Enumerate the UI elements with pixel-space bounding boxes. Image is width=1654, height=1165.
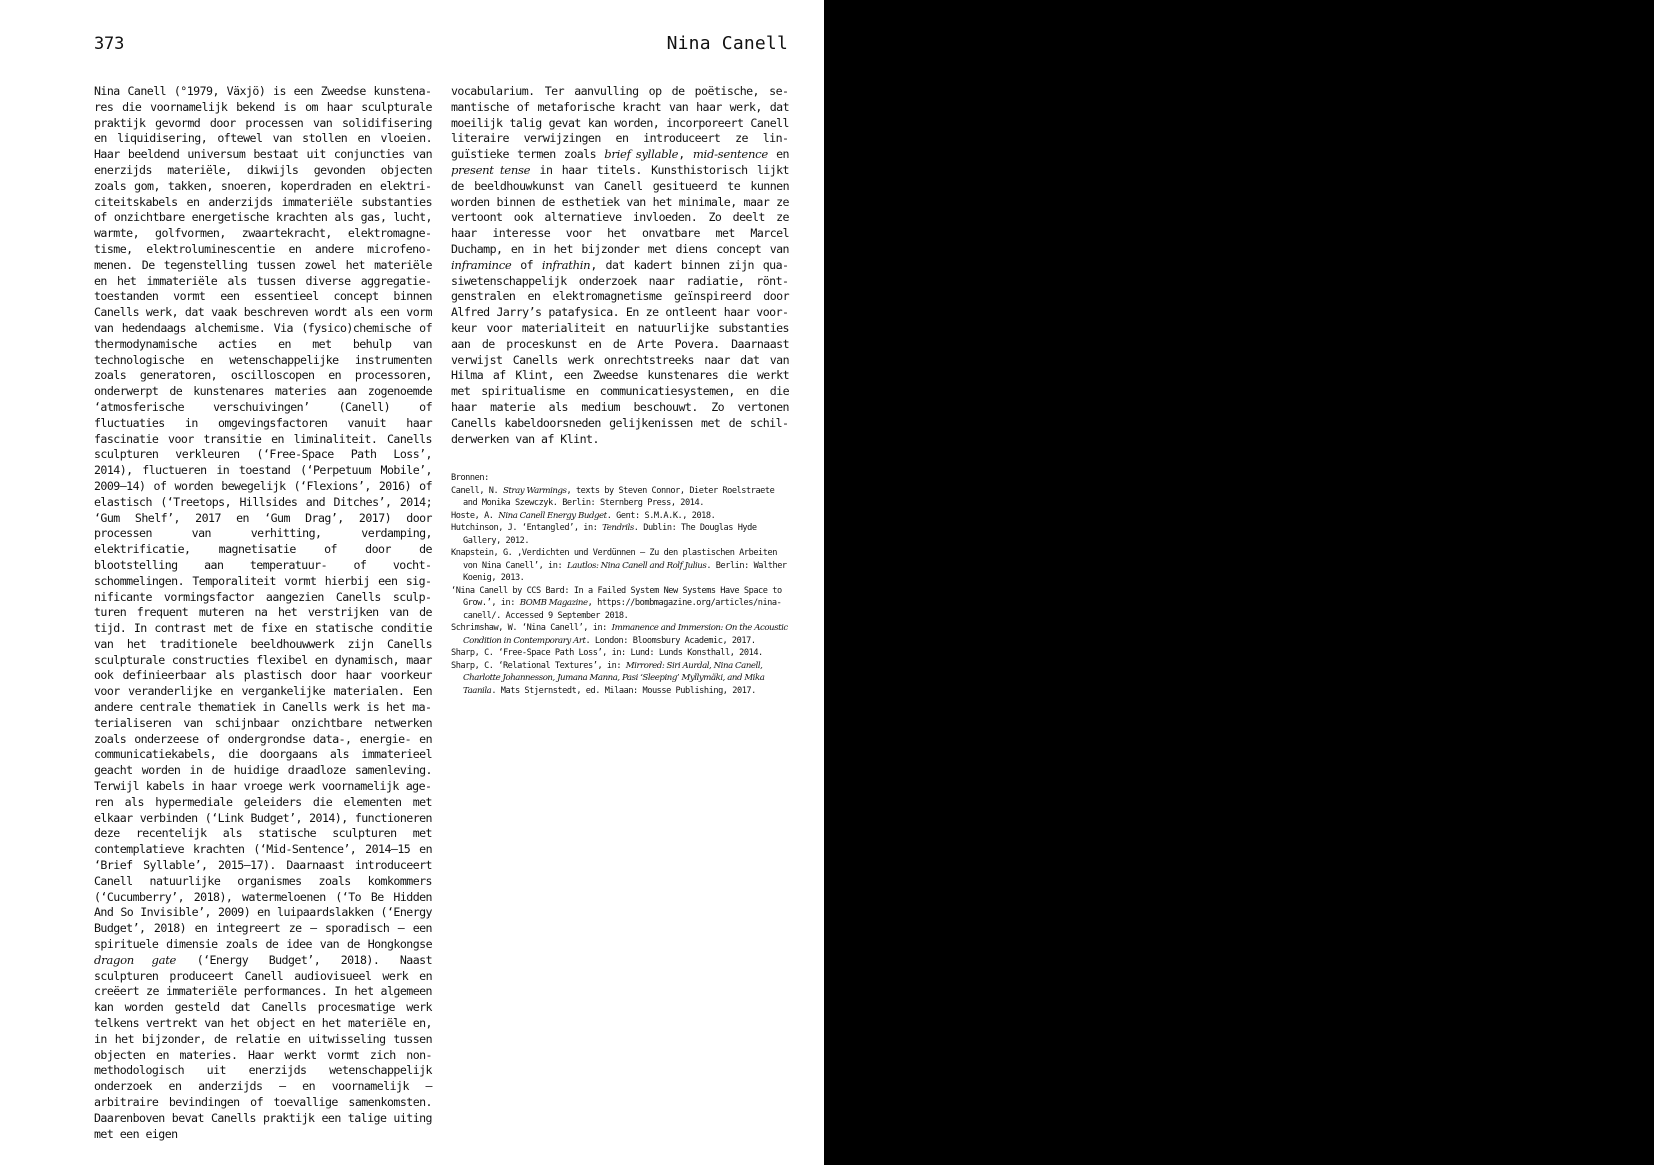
reference bbox=[451, 547, 789, 585]
right-paragraph bbox=[451, 84, 789, 447]
reference bbox=[451, 647, 789, 660]
running-title: Nina Canell bbox=[666, 33, 788, 54]
reference-text: Sharp, C. ‘Free-Space Path Loss’, in: Lund: Lunds Konsthall, 2014. bbox=[451, 648, 763, 658]
reference-title: Tendrils bbox=[602, 523, 634, 533]
reference bbox=[451, 585, 789, 623]
page-number: 373 bbox=[94, 34, 125, 54]
reference-text: Knapstein, G. ‚Verdichten und Verdünnen – Zu den plastischen Arbeiten von Nina Canell’, in: bbox=[451, 548, 777, 571]
reference-text: . Dublin: The Douglas Hyde Gallery, 2012. bbox=[463, 523, 757, 546]
reference bbox=[451, 660, 789, 698]
reference-text: Schrimshaw, W. ‘Nina Canell’, in: bbox=[451, 623, 612, 633]
reference-title: Stray Warmings bbox=[502, 485, 567, 496]
reference-text: ‘Nina Canell by CCS Bard: In a Failed System New Systems Have Space to Grow.’, in: bbox=[451, 585, 782, 608]
left-text-end: (‘Energy Budget’, 2018). Naast sculpturen produceert Canell audiovisueel werk en creëert ze immateriële performances. In het algemeen kan worden gesteld dat Canells procesmatige werk telkens vertrekt van het object en het materiële en, in het bijzonder, de relatie en uitwisseling tussen objecten en materies. Haar werkt vormt zich non-methodologisch uit enerzijds wetenschappelijk onderzoek en anderzijds – en voornamelijk – arbitraire bevindingen of toevallige samenkomsten. Daarenboven bevat Canells praktijk een talige uiting met een eigen bbox=[94, 952, 432, 1141]
right-text-1: vocabularium. Ter aanvulling op de poëtische, semantische of metaforische kracht van haar werk, dat moeilijk talig gevat kan worden, incorporeert Canell literaire verwijzingen en introduceert ze linguïstieke termen zoals bbox=[451, 84, 789, 162]
reference bbox=[451, 485, 789, 510]
left-paragraph bbox=[94, 84, 432, 1142]
dark-background-area bbox=[824, 0, 1654, 1165]
reference-title: Mirrored: Siri Aurdal, Nina Canell, Charlotte Johannesson, Jumana Manna, Pasi ‘Sleeping’ Myllymäki, and Mika Taanila bbox=[463, 660, 765, 696]
left-text-column bbox=[94, 84, 432, 1142]
right-text-2: , bbox=[678, 147, 693, 162]
right-text-column bbox=[451, 84, 789, 447]
reference-text: , texts by Steven Connor, Dieter Roelstraete and Monika Szewczyk. Berlin: Sternberg Press, 2014. bbox=[463, 485, 775, 508]
reference bbox=[451, 522, 789, 547]
right-text-5: of bbox=[511, 257, 542, 272]
right-italic-2: mid-sentence bbox=[692, 147, 768, 162]
reference-text: Canell, N. bbox=[451, 485, 503, 496]
left-italic-term: dragon gate bbox=[94, 952, 177, 967]
reference-text: Hutchinson, J. ‘Entangled’, in: bbox=[451, 523, 603, 533]
reference-text: . Mats Stjernstedt, ed. Milaan: Mousse Publishing, 2017. bbox=[491, 685, 756, 696]
reference-text: Sharp, C. ‘Relational Textures’, in: bbox=[451, 660, 626, 671]
reference-text: . Berlin: Walther Koenig, 2013. bbox=[463, 560, 787, 583]
right-text-3: en bbox=[767, 147, 789, 162]
reference-title: BOMB Magazine bbox=[519, 598, 588, 608]
reference-text: Hoste, A. bbox=[451, 510, 499, 521]
sources-list bbox=[451, 472, 789, 697]
right-italic-4: inframince bbox=[451, 257, 512, 272]
right-italic-1: brief syllable bbox=[604, 147, 679, 162]
reference-text: , https://bombmagazine.org/articles/nina-canell/. Accessed 9 September 2018. bbox=[463, 598, 782, 621]
left-text: Nina Canell (°1979, Växjö) is een Zweedse kunstenares die voornamelijk bekend is om haar sculpturale praktijk gevormd door processen van solidifisering en liquidisering, oftewel van stollen en vloeien. Haar beeldend universum bestaat uit conjuncties van enerzijds materiële, dikwijls gevonden objecten zoals gom, takken, snoeren, koperdraden en elektriciteitskabels en anderzijds immateriële substanties of onzichtbare energetische krachten als gas, lucht, warmte, golfvormen, zwaartekracht, elektromagnetisme, elektroluminescentie en andere microfenomenen. De tegenstelling tussen zowel het materiële en het immateriële als tussen diverse aggregatietoestanden vormt een essentieel concept binnen Canells werk, dat vaak beschreven wordt als een vorm van hedendaags alchemisme. Via (fysico)chemische of thermodynamische acties en met behulp van technologische en wetenschappelijke instrumenten zoals generatoren, oscilloscopen en processoren, onderwerpt de kunstenares materies aan zogenoemde ‘atmosferische verschuivingen’ (Canell) of fluctuaties in omgevingsfactoren vanuit haar fascinatie voor transitie en liminaliteit. Canells sculpturen verkleuren (‘Free-Space Path Loss’, 2014), fluctueren in toestand (‘Perpetuum Mobile’, 2009–14) of worden bewegelijk (‘Flexions’, 2016) of elastisch (‘Treetops, Hillsides and Ditches’, 2014; ‘Gum Shelf’, 2017 en ‘Gum Drag’, 2017) door processen van verhitting, verdamping, elektrificatie, magnetisatie of door de blootstelling aan temperatuur- of vochtschommelingen. Temporaliteit vormt hierbij een significante vormingsfactor aangezien Canells sculpturen frequent muteren na het verstrijken van de tijd. In contrast met de fixe en statische conditie van het traditionele beeldhouwwerk zijn Canells sculpturale constructies flexibel en dynamisch, maar ook definieerbaar als plastisch door haar voorkeur voor veranderlijke en vergankelijke materialen. Een andere centrale thematiek in Canells werk is het materialiseren van schijnbaar onzichtbare netwerken zoals onderzeese of ondergrondse data-, energie- en communicatiekabels, die doorgaans als immaterieel geacht worden in de huidige draadloze samenleving. Terwijl kabels in haar vroege werk voornamelijk ageren als hypermediale geleiders die elementen met elkaar verbinden (‘Link Budget’, 2014), functioneren deze recentelijk als statische sculpturen met contemplatieve krachten (‘Mid-Sentence’, 2014–15 en ‘Brief Syllable’, 2015–17). Daarnaast introduceert Canell natuurlijke organismes zoals komkommers (‘Cucumberry’, 2018), watermeloenen (‘To Be Hidden And So Invisible’, 2009) en luipaardslakken (‘Energy Budget’, 2018) en integreert ze – sporadisch – een spirituele dimensie zoals de idee van de Hongkongse bbox=[94, 84, 432, 952]
right-italic-5: infrathin bbox=[541, 257, 591, 272]
reference bbox=[451, 510, 789, 523]
reference-text: . London: Bloomsbury Academic, 2017. bbox=[585, 635, 756, 646]
reference-text: . Gent: S.M.A.K., 2018. bbox=[606, 510, 716, 521]
right-italic-3: present tense bbox=[451, 162, 531, 177]
reference-title: Nina Canell Energy Budget bbox=[498, 510, 607, 521]
right-text-6: , dat kadert binnen zijn quasiwetenschappelijk onderzoek naar radiatie, röntgenstralen en elektromagnetisme geïnspireerd door Alfred Jarry’s patafysica. En ze ontleent haar voorkeur voor materialiteit en natuurlijke substanties aan de proceskunst en de Arte Povera. Daarnaast verwijst Canells werk onrechtstreeks naar dat van Hilma af Klint, een Zweedse kunstenares die werkt met spiritualisme en communicatiesystemen, en die haar materie als medium beschouwt. Zo vertonen Canells kabeldoorsneden gelijkenissen met de schilderwerken van af Klint. bbox=[451, 257, 789, 446]
reference bbox=[451, 622, 789, 647]
right-text-4: in haar titels. Kunsthistorisch lijkt de beeldhouwkunst van Canell gesitueerd te kunnen worden binnen de esthetiek van het minimale, maar ze vertoont ook alternatieve invloeden. Zo deelt ze haar interesse voor het onvatbare met Marcel Duchamp, en in het bijzonder met diens concept van bbox=[451, 162, 789, 256]
reference-title: Immanence and Immersion: On the Acoustic Condition in Contemporary Art bbox=[463, 623, 788, 646]
reference-title: Lautlos: Nina Canell and Rolf Julius bbox=[566, 560, 707, 571]
sources-heading: Bronnen: bbox=[451, 473, 489, 483]
book-page bbox=[0, 0, 824, 1165]
